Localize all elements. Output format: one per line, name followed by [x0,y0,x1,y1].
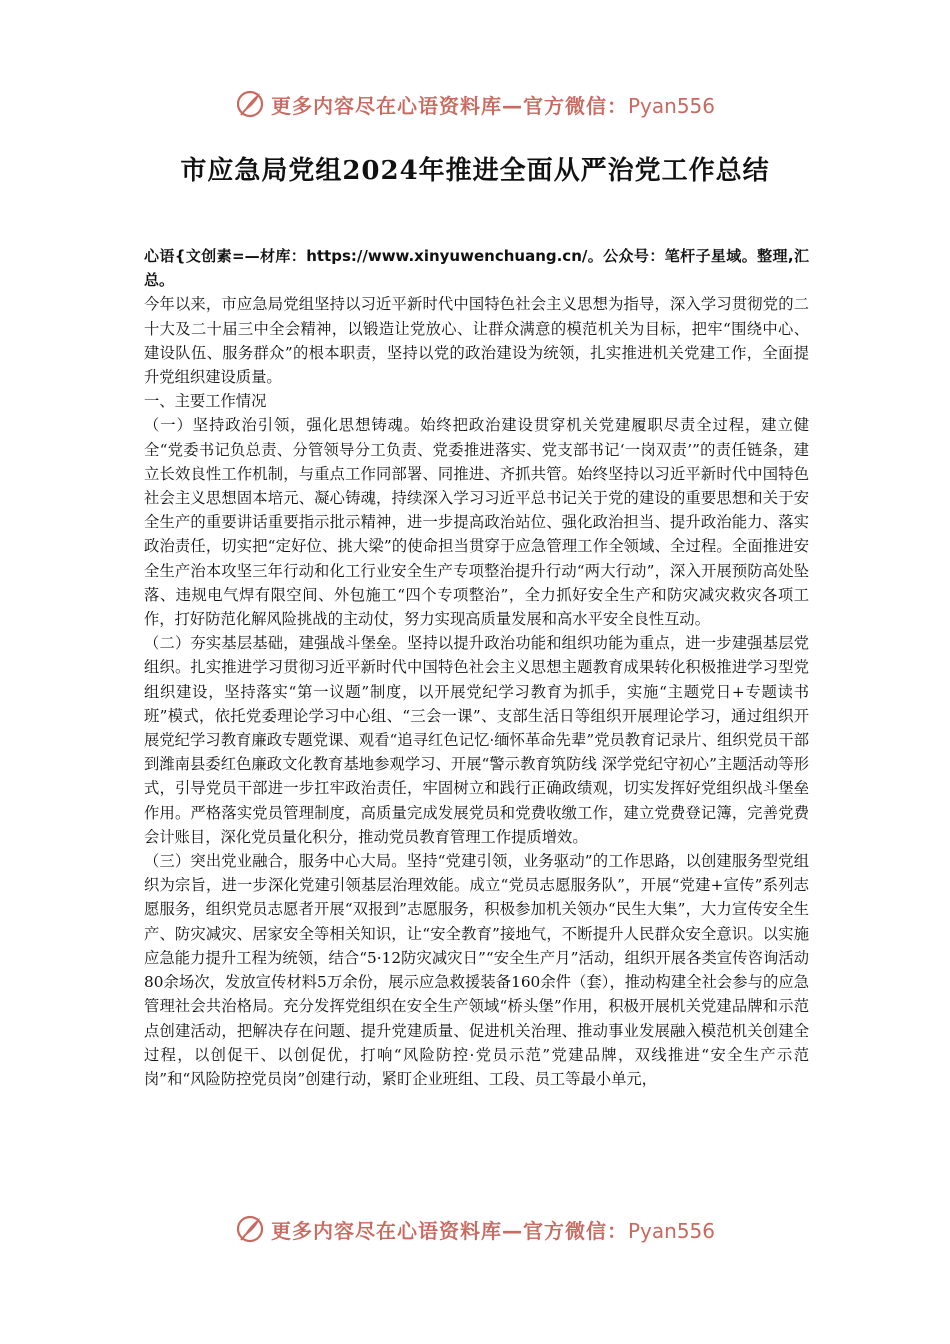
banner-text [271,1215,715,1244]
banner-message: 更多内容尽在心语资料库—官方微信： [270,93,628,118]
banner-text [271,90,715,119]
intro-paragraph: 今年以来，市应急局党组坚持以习近平新时代中国特色社会主义思想为指导，深入学习贯彻党的二十大及二十届三中全会精神，以锻造让党放心、让群众满意的模范机关为目标，把牢“围绕中心、建设队伍、服务群众”的根本职责，坚持以党的政治建设为统领，扎实推进机关党建工作，全面提升党组织建设质量。 [144,295,809,387]
source-line: 心语{文创素=—材库：https://www.xinyuwenchuang.cn/。公众号：笔杆子星域。整理,汇总。 [144,247,809,290]
body-paragraph: （一）坚持政治引领，强化思想铸魂。始终把政治建设贯穿机关党建履职尽责全过程，建立健全“党委书记负总责、分管领导分工负责、党委推进落实、党支部书记‘一岗双责’”的责任链条，建立长效良性工作机制，与重点工作同部署、同推进、齐抓共管。始终坚持以习近平新时代中国特色社会主义思想固本培元、凝心铸魂，持续深入学习习近平总书记关于党的建设的重要思想和关于安全生产的重要讲话重要指示批示精神，进一步提高政治站位、强化政治担当、提升政治能力、落实政治责任，切实把“定好位、挑大梁”的使命担当贯穿于应急管理工作全领域、全过程。全面推进安全生产治本攻坚三年行动和化工行业安全生产专项整治提升行动“两大行动”，深入开展预防高处坠落、违规电气焊有限空间、外包施工“四个专项整治”，全力抓好安全生产和防灾减灾救灾各项工作，打好防范化解风险挑战的主动仗，努力实现高质量发展和高水平安全良性互动。 [144,416,809,629]
document-body [144,244,809,1091]
bottom-banner [0,1209,950,1249]
body-paragraph: （三）突出党业融合，服务中心大局。坚持“党建引领，业务驱动”的工作思路，以创建服务型党组织为宗旨，进一步深化党建引领基层治理效能。成立“党员志愿服务队”，开展“党建+宣传”系列志愿服务，组织党员志愿者开展“双报到”志愿服务，积极参加机关领办“民生大集”，大力宣传安全生产、防灾减灾、居家安全等相关知识，让“安全教育”接地气，不断提升人民群众安全意识。以实施应急能力提升工程为统领，结合“5·12防灾减灾日”“安全生产月”活动，组织开展各类宣传咨询活动80余场次，发放宣传材料5万余份，展示应急救援装备160余件（套），推动构建全社会参与的应急管理社会共治格局。充分发挥党组织在安全生产领域“桥头堡”作用，积极开展机关党建品牌和示范点创建活动，把解决存在问题、提升党建质量、促进机关治理、推动事业发展融入模范机关创建全过程，以创促干、以创促优，打响“风险防控·党员示范”党建品牌，双线推进“安全生产示范岗”和“风险防控党员岗”创建行动，紧盯企业班组、工段、员工等最小单元， [144,852,809,1088]
banner-message: 更多内容尽在心语资料库—官方微信： [270,1218,628,1243]
feather-pen-logo-icon [235,1214,265,1244]
document-title: 市应急局党组2024年推进全面从严治党工作总结 [180,156,770,186]
body-paragraph: （二）夯实基层基础，建强战斗堡垒。坚持以提升政治功能和组织功能为重点，进一步建强基层党组织。扎实推进学习贯彻习近平新时代中国特色社会主义思想主题教育成果转化积极推进学习型党组织建设，坚持落实“第一议题”制度，以开展党纪学习教育为抓手，实施“主题党日+专题读书班”模式，依托党委理论学习中心组、“三会一课”、支部生活日等组织开展理论学习，通过组织开展党纪学习教育廉政专题党课、观看“追寻红色记忆·缅怀革命先辈”党员教育记录片、组织党员干部到潍南县委红色廉政文化教育基地参观学习、开展“警示教育筑防线 深学党纪守初心”主题活动等形式，引导党员干部进一步扛牢政治责任，牢固树立和践行正确政绩观，切实发挥好党组织战斗堡垒作用。严格落实党员管理制度，高质量完成发展党员和党费收缴工作，建立党费登记簿，完善党费会计账目，深化党员量化积分，推动党员教育管理工作提质增效。 [144,634,809,846]
banner-wechat-handle: Pyan556 [627,1218,715,1243]
banner-wechat-handle: Pyan556 [627,93,715,118]
feather-pen-logo-icon [235,89,265,119]
section-heading: 一、主要工作情况 [144,392,267,411]
top-banner [0,84,950,124]
